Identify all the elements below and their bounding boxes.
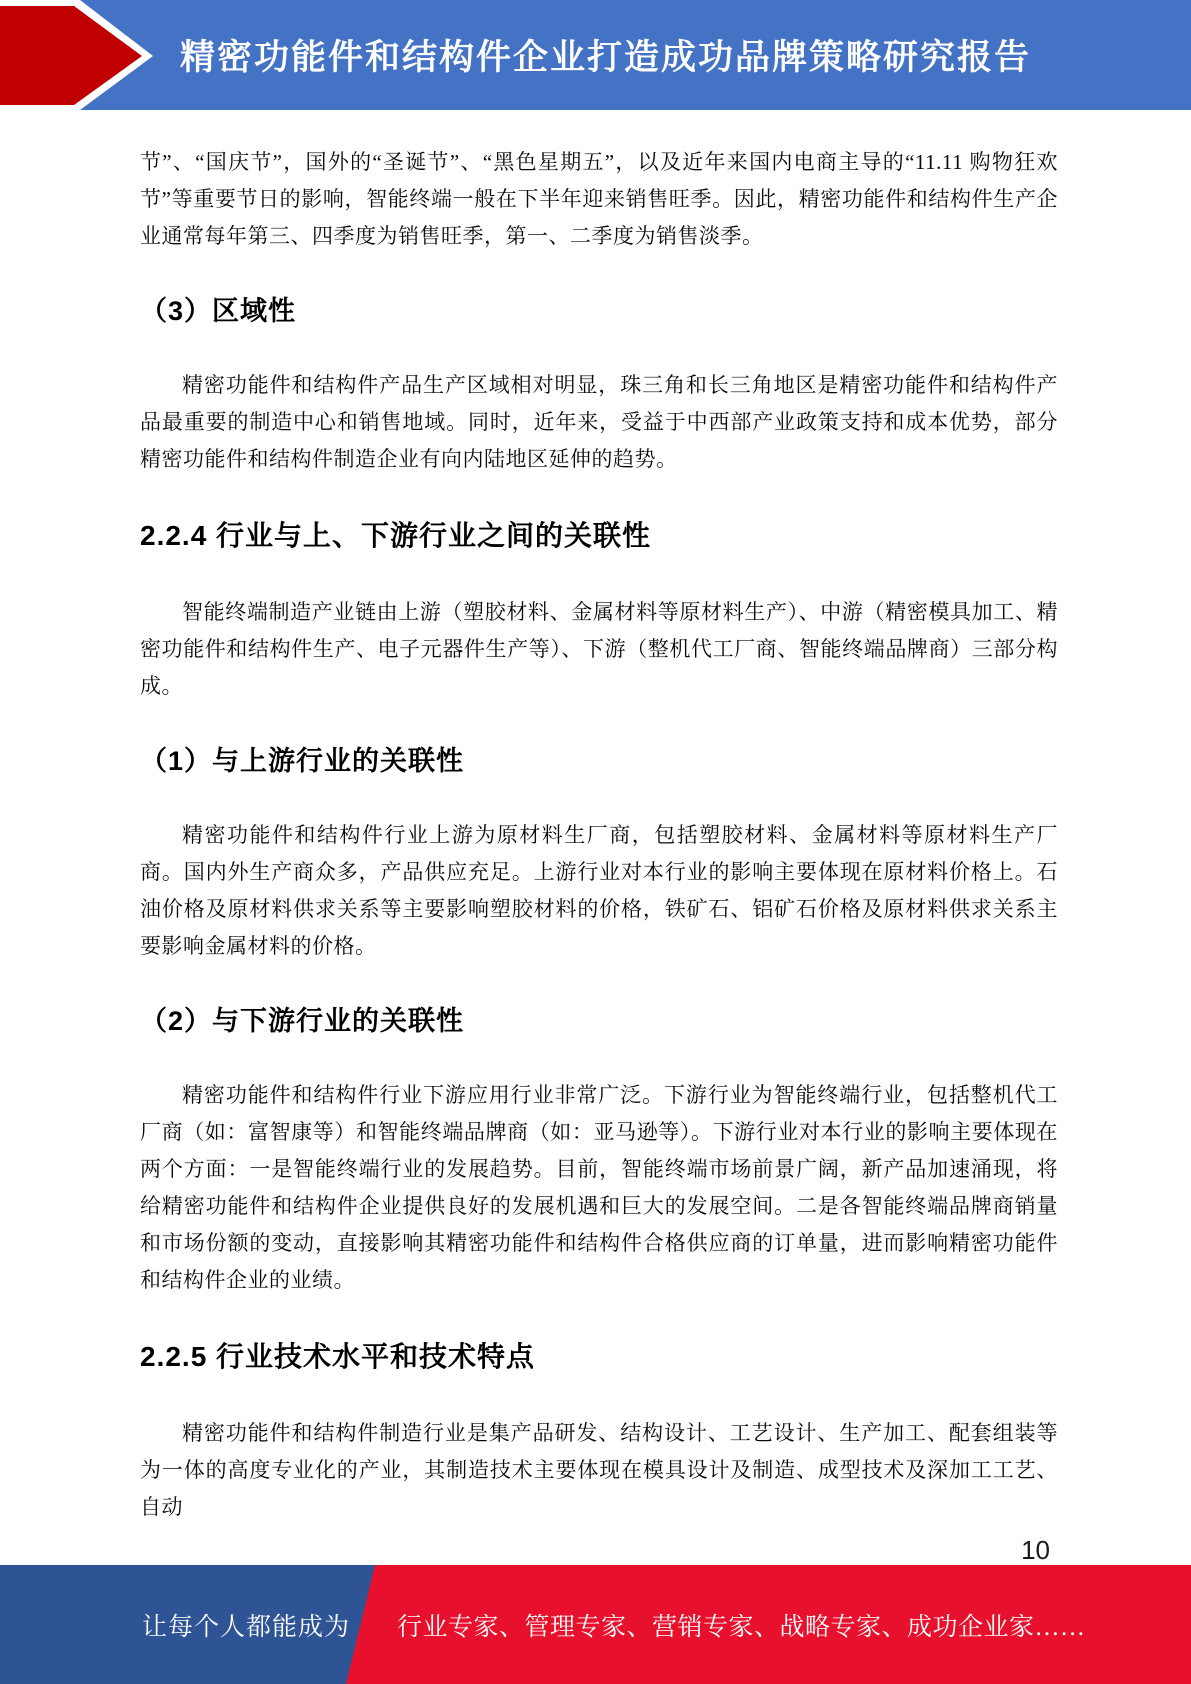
section-heading-regionality: （3）区域性 — [140, 296, 297, 326]
paragraph-upstream: 精密功能件和结构件行业上游为原材料生厂商，包括塑胶材料、金属材料等原材料生产厂商。国内外生产商众多，产品供应充足。上游行业对本行业的影响主要体现在原材料价格上。石油价格及原材料供求关系等主要影响塑胶材料的价格，铁矿石、铝矿石价格及原材料供求关系主要影响金属材料的价格。 — [140, 823, 1058, 958]
section-heading-downstream: （2）与下游行业的关联性 — [140, 1006, 465, 1036]
paragraph-downstream: 精密功能件和结构件行业下游应用行业非常广泛。下游行业为智能终端行业，包括整机代工厂商（如：富智康等）和智能终端品牌商（如：亚马逊等）。下游行业对本行业的影响主要体现在两个方面：一是智能终端行业的发展趋势。目前，智能终端市场前景广阔，新产品加速涌现，将给精密功能件和结构件企业提供良好的发展机遇和巨大的发展空间。二是各智能终端品牌商销量和市场份额的变动，直接影响其精密功能件和结构件合格供应商的订单量，进而影响精密功能件和结构件企业的业绩。 — [140, 1083, 1058, 1292]
footer-slogan-left: 让每个人都能成为 — [141, 1613, 350, 1641]
paragraph-regionality: 精密功能件和结构件产品生产区域相对明显，珠三角和长三角地区是精密功能件和结构件产品最重要的制造中心和销售地域。同时，近年来，受益于中西部产业政策支持和成本优势，部分精密功能件和结构件制造企业有向内陆地区延伸的趋势。 — [140, 373, 1058, 471]
paragraph-continuation: 节”、“国庆节”，国外的“圣诞节”、“黑色星期五”，以及近年来国内电商主导的“11.11 购物狂欢节”等重要节日的影响，智能终端一般在下半年迎来销售旺季。因此，精密功能件和结构件生产企业通常每年第三、四季度为销售旺季，第一、二季度为销售淡季。 — [140, 150, 1058, 248]
page-number: 10 — [1021, 1535, 1050, 1565]
section-heading-upstream: （1）与上游行业的关联性 — [140, 746, 465, 776]
header-banner — [0, 0, 1191, 110]
footer-slogan-right: 行业专家、管理专家、营销专家、战略专家、成功企业家…… — [397, 1613, 1086, 1641]
paragraph-technology: 精密功能件和结构件制造行业是集产品研发、结构设计、工艺设计、生产加工、配套组装等为一体的高度专业化的产业，其制造技术主要体现在模具设计及制造、成型技术及深加工工艺、自动 — [140, 1421, 1058, 1519]
paragraph-industry-chain: 智能终端制造产业链由上游（塑胶材料、金属材料等原材料生产）、中游（精密模具加工、精密功能件和结构件生产、电子元器件生产等）、下游（整机代工厂商、智能终端品牌商）三部分构成。 — [140, 600, 1058, 698]
document-body — [0, 110, 1191, 1566]
section-heading-2-2-5: 2.2.5 行业技术水平和技术特点 — [140, 1341, 536, 1372]
footer-banner — [0, 1565, 1191, 1684]
page-title: 精密功能件和结构件企业打造成功品牌策略研究报告 — [179, 38, 1031, 77]
section-heading-2-2-4: 2.2.4 行业与上、下游行业之间的关联性 — [140, 520, 652, 551]
